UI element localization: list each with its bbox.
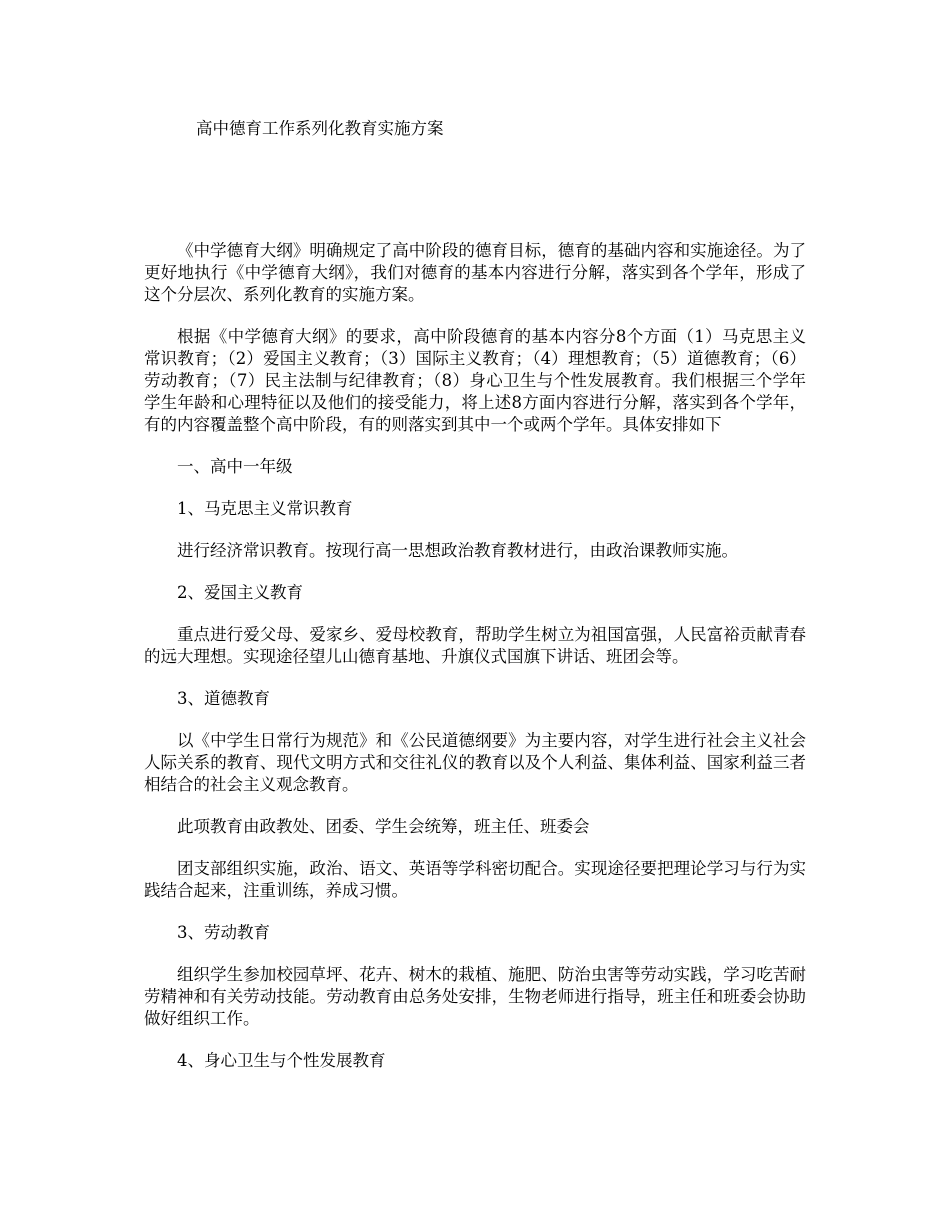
- paragraph: 重点进行爱父母、爱家乡、爱母校教育，帮助学生树立为祖国富强，人民富裕贡献青春的远大理想。实现途径望儿山德育基地、升旗仪式国旗下讲话、班团会等。: [144, 625, 806, 666]
- subsection-heading: 4、身心卫生与个性发展教育: [177, 1051, 386, 1070]
- subsection-heading: 3、劳动教育: [177, 923, 270, 942]
- subsection-heading: 2、爱国主义教育: [177, 583, 303, 602]
- subsection-heading: 1、马克思主义常识教育: [177, 499, 353, 518]
- document-body: [144, 240, 806, 1092]
- paragraph: 进行经济常识教育。按现行高一思想政治教育教材进行，由政治课教师实施。: [177, 541, 738, 560]
- paragraph: 以《中学生日常行为规范》和《公民道德纲要》为主要内容，对学生进行社会主义社会人际关系的教育、现代文明方式和交往礼仪的教育以及个人利益、集体利益、国家利益三者相结合的社会主义观念教育。: [144, 731, 806, 794]
- document-title: 高中德育工作系列化教育实施方案: [196, 119, 444, 138]
- paragraph: 组织学生参加校园草坪、花卉、树木的栽植、施肥、防治虫害等劳动实践，学习吃苦耐劳精神和有关劳动技能。劳动教育由总务处安排，生物老师进行指导，班主任和班委会协助做好组织工作。: [144, 965, 806, 1028]
- intro-paragraph: 《中学德育大纲》明确规定了高中阶段的德育目标，德育的基础内容和实施途径。为了更好地执行《中学德育大纲》，我们对德育的基本内容进行分解，落实到各个学年，形成了这个分层次、系列化教育的实施方案。: [144, 241, 806, 304]
- paragraph: 此项教育由政教处、团委、学生会统筹，班主任、班委会: [177, 817, 590, 836]
- section-heading-grade-one: 一、高中一年级: [177, 457, 293, 476]
- subsection-heading: 3、道德教育: [177, 689, 270, 708]
- content-overview-paragraph: 根据《中学德育大纲》的要求，高中阶段德育的基本内容分8个方面（1）马克思主义常识教育；（2）爱国主义教育；（3）国际主义教育；（4）理想教育；（5）道德教育；（6）劳动教育；（7）民主法制与纪律教育；（8）身心卫生与个性发展教育。我们根据三个学年学生年龄和心理特征以及他们的接受能力，将上述8方面内容进行分解，落实到各个学年，有的内容覆盖整个高中阶段，有的则落实到其中一个或两个学年。具体安排如下: [144, 327, 806, 434]
- paragraph: 团支部组织实施，政治、语文、英语等学科密切配合。实现途径要把理论学习与行为实践结合起来，注重训练，养成习惯。: [144, 859, 806, 900]
